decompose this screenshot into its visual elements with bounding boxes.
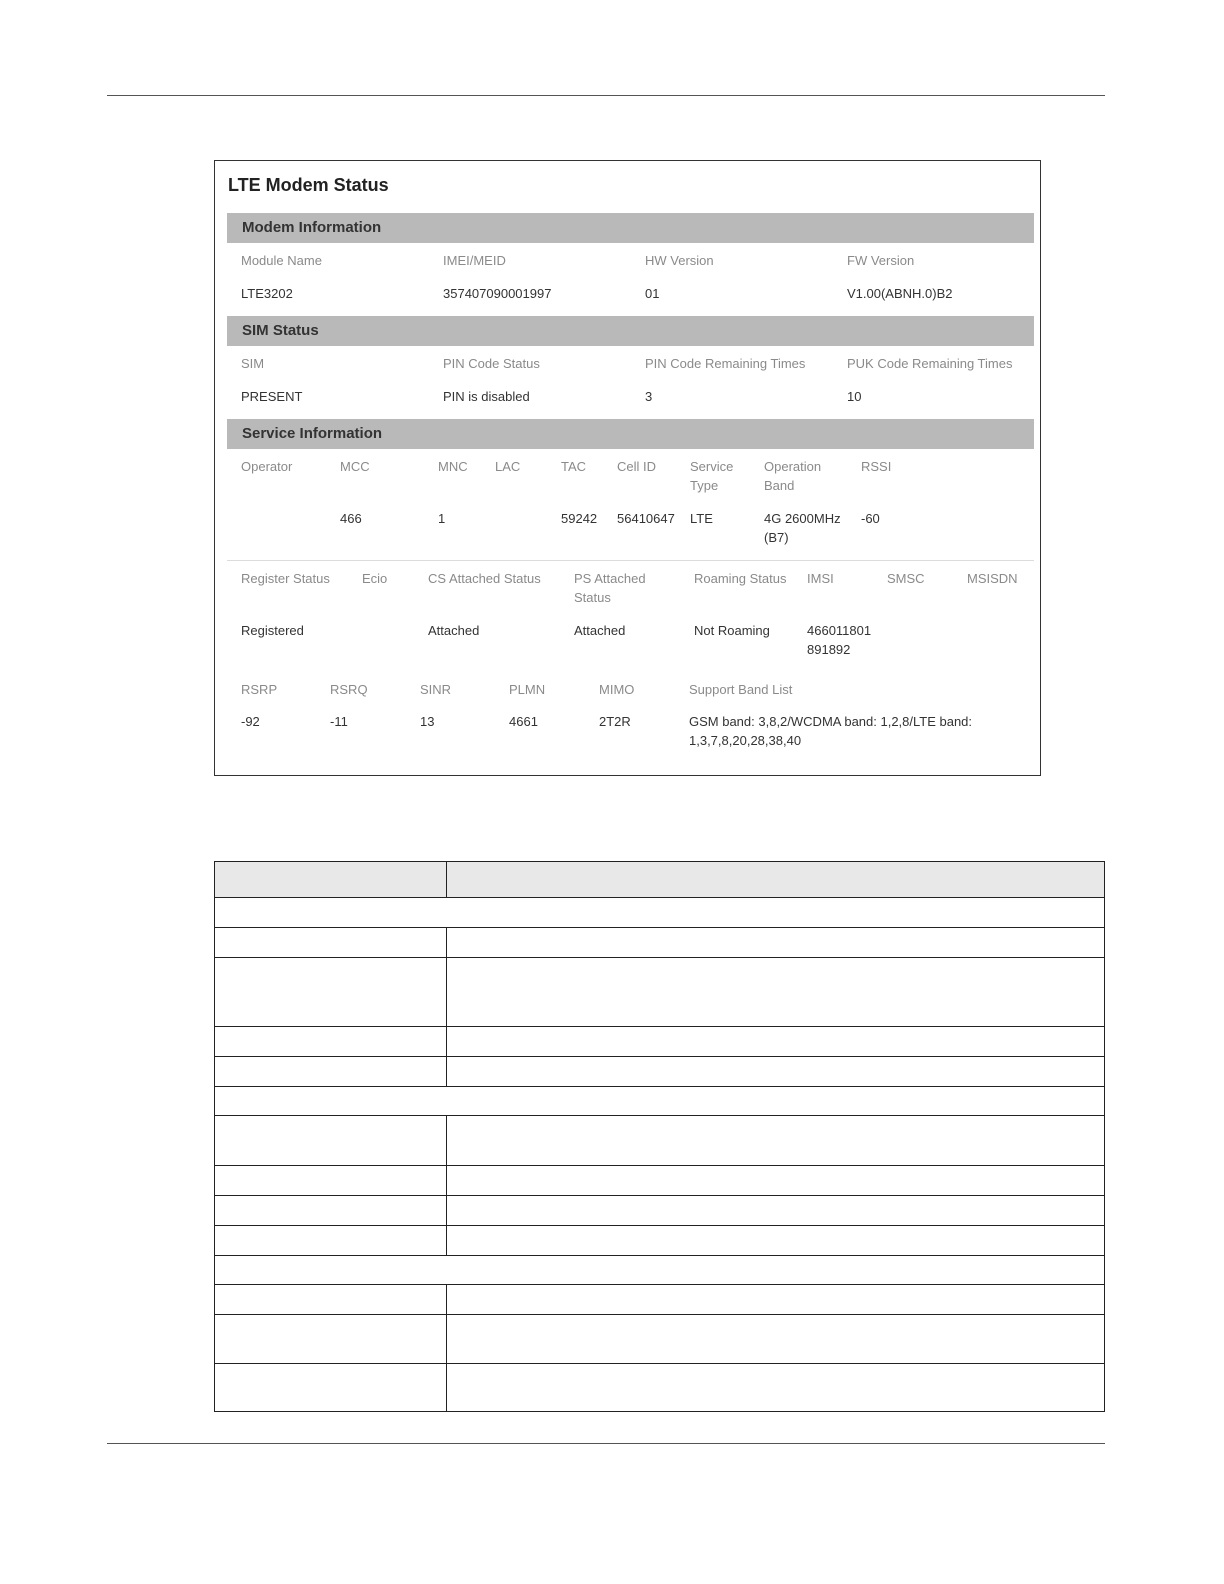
rssi-value: -60: [861, 511, 880, 526]
footer-rule: [107, 1443, 1105, 1444]
lte-modem-status-panel: [214, 160, 1041, 776]
table-section-row: [215, 898, 1104, 928]
header-rule: [107, 95, 1105, 96]
register-status-label: Register Status: [241, 571, 330, 586]
roaming-status-label: Roaming Status: [694, 571, 787, 586]
table-section-row: [215, 1087, 1104, 1116]
sinr-value: 13: [420, 714, 435, 729]
operator-label: Operator: [241, 459, 293, 474]
imsi-label: IMSI: [807, 571, 834, 586]
service-information-heading: Service Information: [242, 425, 383, 442]
operation-band-label: Operation Band: [764, 459, 822, 493]
imsi-value: 466011801 891892: [807, 623, 872, 657]
description-table: [214, 861, 1105, 1412]
ecio-label: Ecio: [362, 571, 388, 586]
service-type-label: Service Type: [690, 459, 734, 493]
sim-label: SIM: [241, 356, 265, 371]
support-band-list-value: GSM band: 3,8,2/WCDMA band: 1,2,8/LTE band: 1,3,7,8,20,28,38,40: [689, 714, 973, 748]
sim-status-heading: SIM Status: [242, 322, 319, 339]
smsc-label: SMSC: [887, 571, 925, 586]
ps-attached-status-label: PS Attached Status: [574, 571, 646, 605]
puk-remaining-value: 10: [847, 389, 862, 404]
puk-remaining-label: PUK Code Remaining Times: [847, 356, 1013, 371]
mcc-value: 466: [340, 511, 362, 526]
imei-value: 357407090001997: [443, 286, 552, 301]
operation-band-value: 4G 2600MHz (B7): [764, 511, 841, 545]
table-section-row: [215, 1256, 1104, 1285]
mcc-label: MCC: [340, 459, 370, 474]
table-row: [215, 1057, 1104, 1087]
table-row: [215, 1285, 1104, 1315]
cell-id-label: Cell ID: [617, 459, 657, 474]
rssi-label: RSSI: [861, 459, 892, 474]
tac-label: TAC: [561, 459, 587, 474]
rsrp-label: RSRP: [241, 682, 278, 697]
service-divider: [227, 560, 1034, 561]
mnc-value: 1: [438, 511, 446, 526]
modem-information-heading: Modem Information: [242, 219, 382, 236]
cs-attached-status-label: CS Attached Status: [428, 571, 541, 586]
sinr-label: SINR: [420, 682, 452, 697]
tac-value: 59242: [561, 511, 598, 526]
table-row: [215, 1166, 1104, 1196]
sim-value: PRESENT: [241, 389, 303, 404]
roaming-status-value: Not Roaming: [694, 623, 770, 638]
fw-version-label: FW Version: [847, 253, 915, 268]
hw-version-value: 01: [645, 286, 660, 301]
plmn-label: PLMN: [509, 682, 546, 697]
table-row: [215, 1027, 1104, 1057]
fw-version-value: V1.00(ABNH.0)B2: [847, 286, 953, 301]
rsrq-value: -11: [330, 714, 348, 729]
modem-information-header: [227, 213, 1034, 243]
rsrq-label: RSRQ: [330, 682, 368, 697]
table-row: [215, 1196, 1104, 1226]
pin-remaining-label: PIN Code Remaining Times: [645, 356, 806, 371]
table-row: [215, 958, 1104, 1027]
msisdn-label: MSISDN: [967, 571, 1018, 586]
ps-attached-status-value: Attached: [574, 623, 626, 638]
rsrp-value: -92: [241, 714, 260, 729]
table-header-row: [215, 862, 1104, 898]
service-information-header: [227, 419, 1034, 449]
imei-label: IMEI/MEID: [443, 253, 506, 268]
module-name-label: Module Name: [241, 253, 322, 268]
sim-status-header: [227, 316, 1034, 346]
panel-title: LTE Modem Status: [228, 175, 389, 195]
table-row: [215, 1364, 1104, 1411]
table-row: [215, 1116, 1104, 1166]
pin-remaining-value: 3: [645, 389, 653, 404]
cs-attached-status-value: Attached: [428, 623, 480, 638]
table-row: [215, 1226, 1104, 1256]
register-status-value: Registered: [241, 623, 304, 638]
cell-id-value: 56410647: [617, 511, 675, 526]
support-band-list-label: Support Band List: [689, 682, 793, 697]
mimo-value: 2T2R: [599, 714, 631, 729]
hw-version-label: HW Version: [645, 253, 714, 268]
module-name-value: LTE3202: [241, 286, 293, 301]
table-row: [215, 928, 1104, 958]
mimo-label: MIMO: [599, 682, 635, 697]
plmn-value: 4661: [509, 714, 538, 729]
mnc-label: MNC: [438, 459, 468, 474]
service-type-value: LTE: [690, 511, 713, 526]
lac-label: LAC: [495, 459, 521, 474]
table-row: [215, 1315, 1104, 1364]
pin-code-status-value: PIN is disabled: [443, 389, 530, 404]
pin-code-status-label: PIN Code Status: [443, 356, 540, 371]
